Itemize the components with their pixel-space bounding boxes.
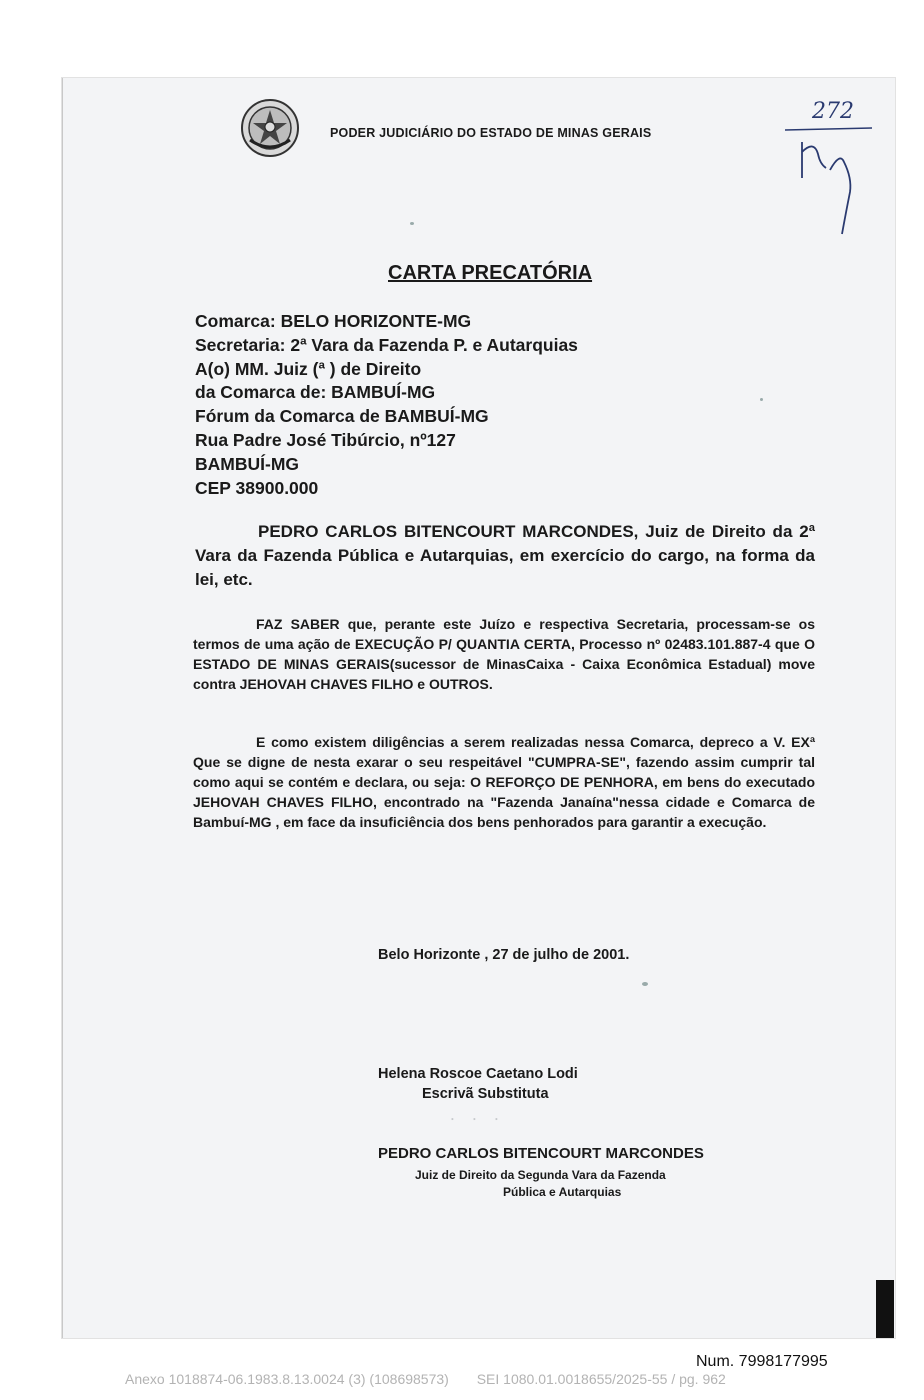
svg-text:272: 272	[812, 99, 854, 124]
faint-stamp-mark: ∙ ∙ ∙	[450, 1108, 506, 1128]
annex-reference: Anexo 1018874-06.1983.8.13.0024 (3) (108698573)	[125, 1371, 449, 1387]
scan-edge-shadow	[876, 1280, 894, 1338]
court-seal-icon	[240, 98, 300, 158]
judge-intro-paragraph: PEDRO CARLOS BITENCOURT MARCONDES, Juiz de Direito da 2ª Vara da Fazenda Pública e Autarquias, em exercício do cargo, na forma da lei, etc.	[195, 522, 815, 589]
date-line: Belo Horizonte , 27 de julho de 2001.	[378, 947, 630, 963]
clerk-name: Helena Roscoe Caetano Lodi	[378, 1066, 578, 1082]
address-line: CEP 38900.000	[195, 477, 319, 498]
institution-header: PODER JUDICIÁRIO DO ESTADO DE MINAS GERAIS	[330, 126, 652, 140]
document-number: Num. 7998177995	[696, 1353, 828, 1370]
sei-reference: SEI 1080.01.0018655/2025-55 / pg. 962	[476, 1371, 726, 1387]
address-line: Fórum da Comarca de BAMBUÍ-MG	[195, 406, 489, 427]
scan-speck	[642, 982, 648, 986]
handwritten-page-mark	[780, 92, 880, 242]
address-line: BAMBUÍ-MG	[195, 453, 300, 474]
judge-role-line-2: Pública e Autarquias	[503, 1185, 622, 1199]
document-title: CARTA PRECATÓRIA	[388, 262, 593, 284]
clerk-role: Escrivã Substituta	[422, 1086, 549, 1102]
address-line: Secretaria: 2ª Vara da Fazenda P. e Autarquias	[195, 334, 578, 355]
footer-reference	[125, 1371, 750, 1387]
body-paragraph-2: E como existem diligências a serem realizadas nessa Comarca, depreco a V. EXª Que se digne de nesta exarar o seu respeitável "CUMPRA-SE", fazendo assim cumprir tal como aqui se contém e declara, ou seja: O REFORÇO DE PENHORA, em bens do executado JEHOVAH CHAVES FILHO, encontrado na "Fazenda Janaína"nessa cidade e Comarca de Bambuí-MG , em face da insuficiência dos bens penhorados para garantir a execução.	[193, 734, 815, 830]
address-line: Rua Padre José Tibúrcio, nº127	[195, 429, 456, 450]
judge-signature-name: PEDRO CARLOS BITENCOURT MARCONDES	[378, 1145, 704, 1162]
scan-speck	[760, 398, 763, 401]
judge-role-line-1: Juiz de Direito da Segunda Vara da Fazenda	[415, 1168, 666, 1182]
scan-speck	[410, 222, 414, 225]
address-line: A(o) MM. Juiz (ª ) de Direito	[195, 358, 422, 379]
address-block	[195, 310, 578, 500]
address-line: da Comarca de: BAMBUÍ-MG	[195, 382, 436, 403]
address-line: Comarca: BELO HORIZONTE-MG	[195, 311, 472, 331]
body-paragraph-1: FAZ SABER que, perante este Juízo e respectiva Secretaria, processam-se os termos de uma ação de EXECUÇÃO P/ QUANTIA CERTA, Processo nº 02483.101.887-4 que O ESTADO DE MINAS GERAIS(sucessor de MinasCaixa - Caixa Econômica Estadual) move contra JEHOVAH CHAVES FILHO e OUTROS.	[193, 616, 815, 692]
